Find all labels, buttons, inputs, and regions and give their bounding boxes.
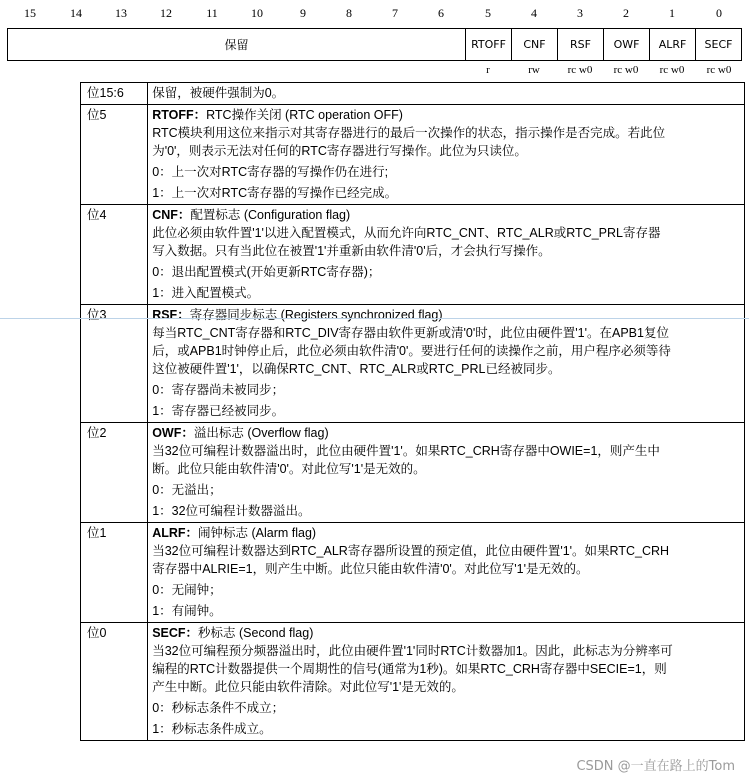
bit-label: 位3 — [81, 305, 148, 423]
bit-field-name: RTOFF： — [152, 108, 207, 122]
bit-description — [148, 623, 745, 741]
bit-number: 2 — [623, 6, 629, 20]
bit-number: 3 — [577, 6, 583, 20]
value-line: 0：退出配置模式(开始更新RTC寄存器)； — [152, 265, 381, 279]
bit-number: 1 — [669, 6, 675, 20]
bit-label: 位0 — [81, 623, 148, 741]
field-alrf: ALRF — [650, 29, 696, 61]
bit-number: 7 — [392, 6, 398, 20]
bit-label: 位1 — [81, 523, 148, 623]
table-row — [81, 205, 745, 305]
access-secf: rc w0 — [706, 64, 732, 76]
bit-label: 位15:6 — [81, 83, 148, 105]
bit-number: 0 — [716, 6, 722, 20]
access-owf: rc w0 — [613, 64, 639, 76]
value-line: 0：上一次对RTC寄存器的写操作仍在进行; — [152, 165, 389, 179]
value-line: 0：秒标志条件不成立； — [152, 701, 285, 715]
bit-number: 14 — [70, 6, 82, 20]
bit-title — [152, 524, 740, 542]
value-line: 1：有闹钟。 — [152, 604, 222, 618]
description-line: 断。此位只能由软件清'0'。对此位写'1'是无效的。 — [152, 462, 426, 476]
bit-title — [152, 206, 740, 224]
field-rtoff: RTOFF — [466, 29, 512, 61]
description-line: 写入数据。只有当此位在被置'1'并重新由软件清'0'后，才会执行写操作。 — [152, 244, 551, 258]
description-line: 当32位可编程预分频器溢出时，此位由硬件置'1'同时RTC计数器加1。因此，此标志为分辨率可 — [152, 644, 673, 658]
description-line: 产生中断。此位只能由软件清除。对此位写'1'是无效的。 — [152, 680, 464, 694]
bit-number: 13 — [115, 6, 127, 20]
table-row — [81, 83, 745, 105]
bit-description — [148, 523, 745, 623]
access-type-row — [0, 64, 749, 78]
bit-description — [148, 305, 745, 423]
reserved-field: 保留 — [8, 29, 466, 61]
value-line: 0：无闹钟； — [152, 583, 222, 597]
description-line: 此位必须由软件置'1'以进入配置模式，从而允许向RTC_CNT、RTC_ALR或RTC_PRL寄存器 — [152, 226, 661, 240]
bit-title-text: 保留，被硬件强制为0。 — [152, 86, 285, 100]
description-line: 这位被硬件置'1'，以确保RTC_CNT、RTC_ALR或RTC_PRL已经被同步。 — [152, 362, 561, 376]
description-line: RTC模块利用这位来指示对其寄存器进行的最后一次操作的状态，指示操作是否完成。若此位 — [152, 126, 666, 140]
description-line: 当32位可编程计数器达到RTC_ALR寄存器所设置的预定值，此位由硬件置'1'。如果RTC_CRH — [152, 544, 670, 558]
bit-description — [148, 83, 745, 105]
bit-number: 6 — [438, 6, 444, 20]
value-line: 1：寄存器已经被同步。 — [152, 404, 285, 418]
value-line: 1：进入配置模式。 — [152, 286, 260, 300]
bit-number: 4 — [531, 6, 537, 20]
bit-title — [152, 424, 740, 442]
bit-number: 10 — [251, 6, 263, 20]
description-line: 每当RTC_CNT寄存器和RTC_DIV寄存器由软件更新或清'0'时，此位由硬件置'1'。在APB1复位 — [152, 326, 669, 340]
bit-field-name: SECF： — [152, 626, 199, 640]
field-secf: SECF — [696, 29, 742, 61]
bit-title-text: 秒标志 (Second flag) — [198, 626, 314, 640]
bit-field-name: OWF： — [152, 426, 194, 440]
bit-title — [152, 306, 740, 324]
bit-title-text: 配置标志 (Configuration flag) — [190, 208, 351, 222]
bit-field-name: ALRF： — [152, 526, 199, 540]
value-line: 0：寄存器尚未被同步； — [152, 383, 285, 397]
bit-title-text: 溢出标志 (Overflow flag) — [193, 426, 329, 440]
table-row — [81, 105, 745, 205]
bit-field-name: RSF： — [152, 308, 190, 322]
bit-title — [152, 84, 740, 102]
bit-description — [148, 205, 745, 305]
value-line: 1：秒标志条件成立。 — [152, 722, 272, 736]
bit-title — [152, 624, 740, 642]
description-line: 寄存器中ALRIE=1，则产生中断。此位只能由软件清'0'。对此位写'1'是无效的。 — [152, 562, 589, 576]
table-row — [81, 623, 745, 741]
bit-description — [148, 423, 745, 523]
bit-title-text: 寄存器同步标志 (Registers synchronized flag) — [189, 308, 443, 322]
bit-title — [152, 106, 740, 124]
page-cut-divider — [0, 318, 749, 319]
bit-number: 12 — [160, 6, 172, 20]
access-rsf: rc w0 — [567, 64, 593, 76]
value-line: 1：上一次对RTC寄存器的写操作已经完成。 — [152, 186, 398, 200]
bit-title-text: RTC操作关闭 (RTC operation OFF) — [206, 108, 403, 122]
bit-number: 5 — [485, 6, 491, 20]
description-line: 为'0'，则表示无法对任何的RTC寄存器进行写操作。此位为只读位。 — [152, 144, 527, 158]
description-line: 当32位可编程计数器溢出时，此位由硬件置'1'。如果RTC_CRH寄存器中OWIE=1，则产生中 — [152, 444, 660, 458]
value-line: 1：32位可编程计数器溢出。 — [152, 504, 311, 518]
access-alrf: rc w0 — [659, 64, 685, 76]
bit-label: 位4 — [81, 205, 148, 305]
description-line: 编程的RTC计数器提供一个周期性的信号(通常为1秒)。如果RTC_CRH寄存器中SECIE=1，则 — [152, 662, 667, 676]
bit-number: 11 — [206, 6, 218, 20]
description-line: 后，或APB1时钟停止后，此位必须由软件清'0'。要进行任何的读操作之前，用户程序必须等待 — [152, 344, 671, 358]
table-row — [81, 305, 745, 423]
bit-description — [148, 105, 745, 205]
bit-label: 位2 — [81, 423, 148, 523]
access-cnf: rw — [528, 64, 540, 76]
watermark: CSDN @一直在路上的Tom — [576, 759, 735, 774]
bit-number-header — [0, 6, 749, 22]
bit-number: 15 — [24, 6, 36, 20]
bit-number: 8 — [346, 6, 352, 20]
field-cnf: CNF — [512, 29, 558, 61]
table-row — [81, 423, 745, 523]
field-owf: OWF — [604, 29, 650, 61]
register-bit-map — [7, 28, 742, 61]
bit-description-table — [80, 82, 745, 741]
bit-label: 位5 — [81, 105, 148, 205]
bit-title-text: 闹钟标志 (Alarm flag) — [198, 526, 317, 540]
bit-number: 9 — [300, 6, 306, 20]
value-line: 0：无溢出； — [152, 483, 222, 497]
bit-field-name: CNF： — [152, 208, 191, 222]
field-rsf: RSF — [558, 29, 604, 61]
table-row — [81, 523, 745, 623]
access-rtoff: r — [486, 64, 490, 76]
